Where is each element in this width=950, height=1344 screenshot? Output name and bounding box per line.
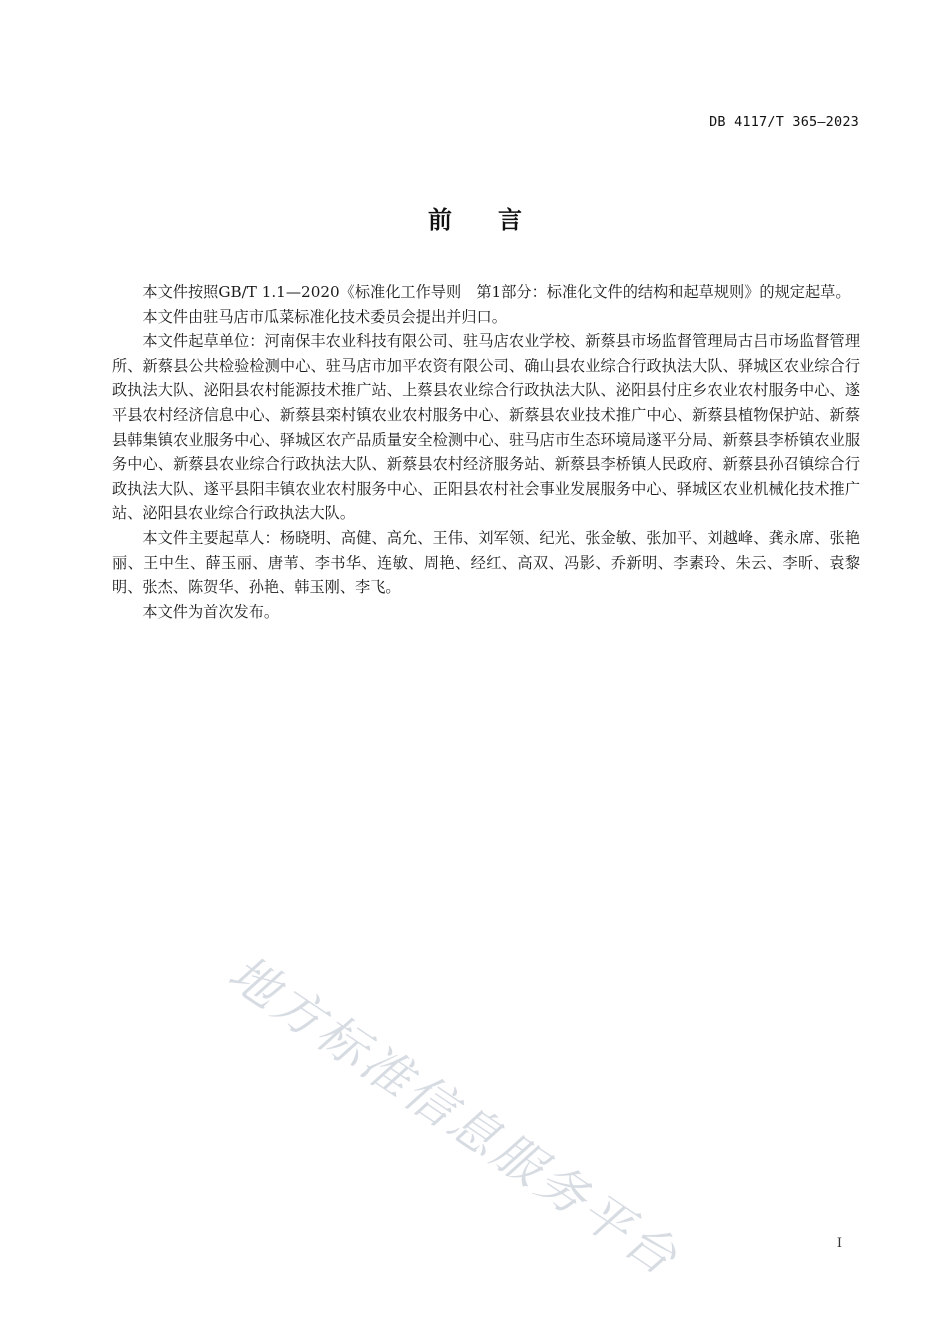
paragraph-drafters: 本文件主要起草人：杨晓明、高健、高允、王伟、刘军领、纪光、张金敏、张加平、刘越峰、龚永席、张艳丽、王中生、薛玉丽、唐苇、李书华、连敏、周艳、经红、高双、冯影、乔新明、李素玲、朱云、李昕、袁黎明、张杰、陈贺华、孙艳、韩玉刚、李飞。 bbox=[112, 528, 860, 597]
paragraph-proposer: 本文件由驻马店市瓜菜标准化技术委员会提出并归口。 bbox=[142, 307, 507, 326]
paragraph-drafting-basis: 本文件按照GB/T 1.1—2020《标准化工作导则 第1部分：标准化文件的结构和起草规则》的规定起草。 bbox=[142, 283, 851, 301]
watermark: 地方标准信息服务平台 bbox=[218, 944, 690, 1288]
page-number: I bbox=[836, 1236, 842, 1251]
page-title: 前言 bbox=[428, 206, 568, 234]
foreword-body bbox=[112, 280, 860, 624]
paragraph-drafting-units: 本文件起草单位：河南保丰农业科技有限公司、驻马店农业学校、新蔡县市场监督管理局古吕市场监督管理所、新蔡县公共检验检测中心、驻马店市加平农资有限公司、确山县农业综合行政执法大队、驿城区农业综合行政执法大队、泌阳县农村能源技术推广站、上蔡县农业综合行政执法大队、泌阳县付庄乡农业农村服务中心、遂平县农村经济信息中心、新蔡县栾村镇农业农村服务中心、新蔡县农业技术推广中心、新蔡县植物保护站、新蔡县韩集镇农业服务中心、驿城区农产品质量安全检测中心、驻马店市生态环境局遂平分局、新蔡县李桥镇农业服务中心、新蔡县农业综合行政执法大队、新蔡县农村经济服务站、新蔡县李桥镇人民政府、新蔡县孙召镇综合行政执法大队、遂平县阳丰镇农业农村服务中心、正阳县农村社会事业发展服务中心、驿城区农业机械化技术推广站、泌阳县农业综合行政执法大队。 bbox=[112, 332, 860, 523]
document-number: DB 4117/T 365—2023 bbox=[709, 114, 859, 130]
paragraph-first-release: 本文件为首次发布。 bbox=[142, 602, 280, 621]
